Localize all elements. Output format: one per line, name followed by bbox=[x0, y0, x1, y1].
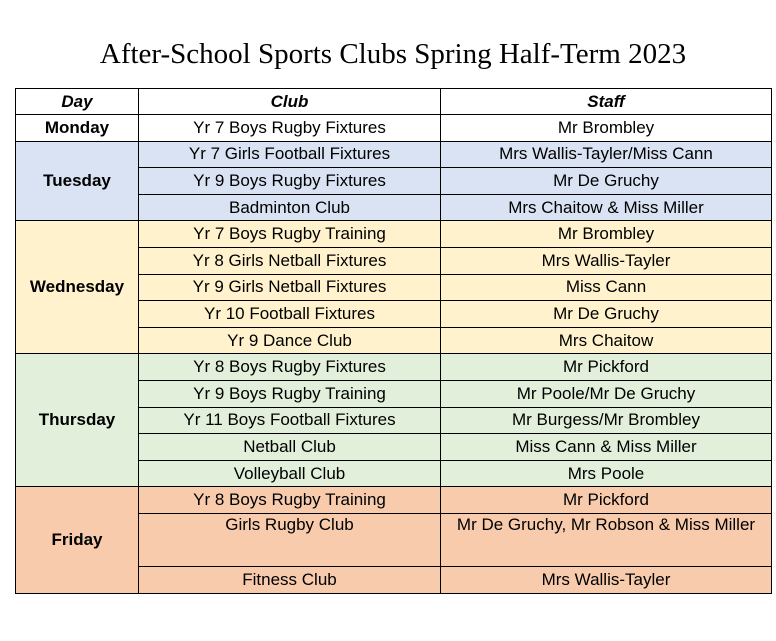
header-staff: Staff bbox=[441, 89, 772, 115]
club-cell: Badminton Club bbox=[139, 194, 441, 221]
staff-cell: Mr De Gruchy, Mr Robson & Miss Miller bbox=[441, 513, 772, 566]
club-cell: Yr 10 Football Fixtures bbox=[139, 301, 441, 328]
club-cell: Girls Rugby Club bbox=[139, 513, 441, 566]
staff-cell: Mr Brombley bbox=[441, 115, 772, 142]
staff-cell: Mrs Wallis-Tayler bbox=[441, 566, 772, 593]
page-title: After-School Sports Clubs Spring Half-Term 2023 bbox=[99, 38, 687, 70]
day-friday: Friday bbox=[16, 487, 139, 593]
header-club: Club bbox=[139, 89, 441, 115]
day-monday: Monday bbox=[16, 115, 139, 142]
club-cell: Yr 9 Girls Netball Fixtures bbox=[139, 274, 441, 301]
club-cell: Yr 9 Boys Rugby Fixtures bbox=[139, 168, 441, 195]
club-cell: Fitness Club bbox=[139, 566, 441, 593]
staff-cell: Mrs Chaitow & Miss Miller bbox=[441, 194, 772, 221]
staff-cell: Mr Pickford bbox=[441, 487, 772, 514]
club-cell: Yr 8 Girls Netball Fixtures bbox=[139, 247, 441, 274]
staff-cell: Mrs Poole bbox=[441, 460, 772, 487]
day-wednesday: Wednesday bbox=[16, 221, 139, 354]
table-row bbox=[16, 221, 772, 248]
schedule-table bbox=[15, 88, 772, 594]
staff-cell: Mr Brombley bbox=[441, 221, 772, 248]
club-cell: Yr 8 Boys Rugby Fixtures bbox=[139, 354, 441, 381]
club-cell: Yr 8 Boys Rugby Training bbox=[139, 487, 441, 514]
table-row bbox=[16, 115, 772, 142]
table-row bbox=[16, 354, 772, 381]
club-cell: Yr 9 Boys Rugby Training bbox=[139, 380, 441, 407]
club-cell: Yr 7 Boys Rugby Training bbox=[139, 221, 441, 248]
staff-cell: Miss Cann bbox=[441, 274, 772, 301]
club-cell: Yr 7 Boys Rugby Fixtures bbox=[139, 115, 441, 142]
table-row bbox=[16, 141, 772, 168]
club-cell: Yr 11 Boys Football Fixtures bbox=[139, 407, 441, 434]
staff-cell: Mr Burgess/Mr Brombley bbox=[441, 407, 772, 434]
staff-cell: Mr De Gruchy bbox=[441, 168, 772, 195]
staff-cell: Mrs Chaitow bbox=[441, 327, 772, 354]
club-cell: Yr 9 Dance Club bbox=[139, 327, 441, 354]
header-day: Day bbox=[16, 89, 139, 115]
staff-cell: Miss Cann & Miss Miller bbox=[441, 434, 772, 461]
day-tuesday: Tuesday bbox=[16, 141, 139, 221]
club-cell: Yr 7 Girls Football Fixtures bbox=[139, 141, 441, 168]
day-thursday: Thursday bbox=[16, 354, 139, 487]
staff-cell: Mr Poole/Mr De Gruchy bbox=[441, 380, 772, 407]
staff-cell: Mrs Wallis-Tayler/Miss Cann bbox=[441, 141, 772, 168]
table-row bbox=[16, 487, 772, 514]
staff-cell: Mrs Wallis-Tayler bbox=[441, 247, 772, 274]
header-row bbox=[16, 89, 772, 115]
staff-cell: Mr De Gruchy bbox=[441, 301, 772, 328]
staff-cell: Mr Pickford bbox=[441, 354, 772, 381]
club-cell: Volleyball Club bbox=[139, 460, 441, 487]
club-cell: Netball Club bbox=[139, 434, 441, 461]
